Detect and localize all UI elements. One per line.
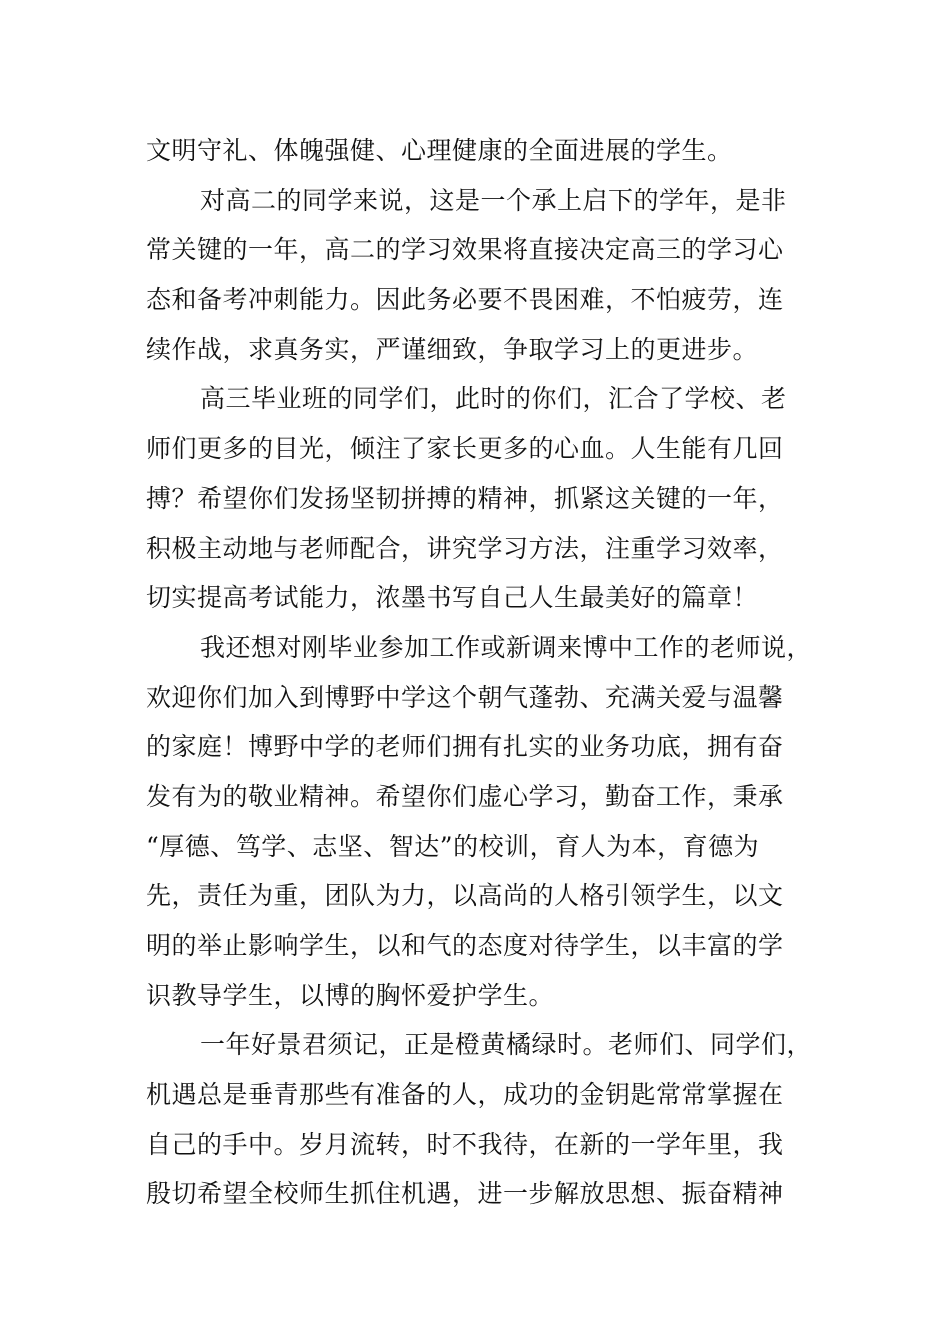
text-line: “厚德、笃学、志坚、智达”的校训，育人为本，育德为 [146,831,760,861]
text-line: 常关键的一年，高二的学习效果将直接决定高三的学习心 [146,235,784,265]
text-line: 明的举止影响学生，以和气的态度对待学生，以丰富的学 [146,931,784,960]
text-line: 殷切希望全校师生抓住机遇，进一步解放思想、振奋精神 [146,1179,784,1209]
text-line: 机遇总是垂青那些有准备的人，成功的金钥匙常常掌握在 [146,1080,784,1110]
text-line: 搏？希望你们发扬坚韧拼搏的精神，抓紧这关键的一年， [146,483,784,513]
paragraph-start-line: 对高二的同学来说，这是一个承上启下的学年，是非 [200,185,787,215]
text-line: 发有为的敬业精神。希望你们虚心学习，勤奋工作，秉承 [146,781,784,811]
body-text [146,126,836,1219]
text-line: 先，责任为重，团队为力，以高尚的人格引领学生，以文 [146,881,784,911]
text-line: 师们更多的目光，倾注了家长更多的心血。人生能有几回 [146,434,784,464]
text-line: 的家庭！博野中学的老师们拥有扎实的业务功底，拥有奋 [146,732,784,762]
text-line: 续作战，求真务实，严谨细致，争取学习上的更进步。 [146,334,759,364]
paragraph-start-line: 高三毕业班的同学们，此时的你们，汇合了学校、老 [200,384,787,414]
text-line: 态和备考冲刺能力。因此务必要不畏困难，不怕疲劳，连 [146,285,784,315]
text-line: 识教导学生，以博的胸怀爱护学生。 [146,980,555,1010]
text-line: 积极主动地与老师配合，讲究学习方法，注重学习效率， [146,533,784,563]
text-line: 欢迎你们加入到博野中学这个朝气蓬勃、充满关爱与温馨 [146,682,784,712]
text-line: 文明守礼、体魄强健、心理健康的全面进展的学生。 [146,136,733,165]
paragraph-start-line: 一年好景君须记，正是橙黄橘绿时。老师们、同学们， [200,1030,813,1060]
text-line: 自己的手中。岁月流转，时不我待，在新的一学年里，我 [146,1129,784,1159]
paragraph-start-line: 我还想对刚毕业参加工作或新调来博中工作的老师说， [200,632,813,662]
text-line: 切实提高考试能力，浓墨书写自己人生最美好的篇章！ [146,583,759,613]
